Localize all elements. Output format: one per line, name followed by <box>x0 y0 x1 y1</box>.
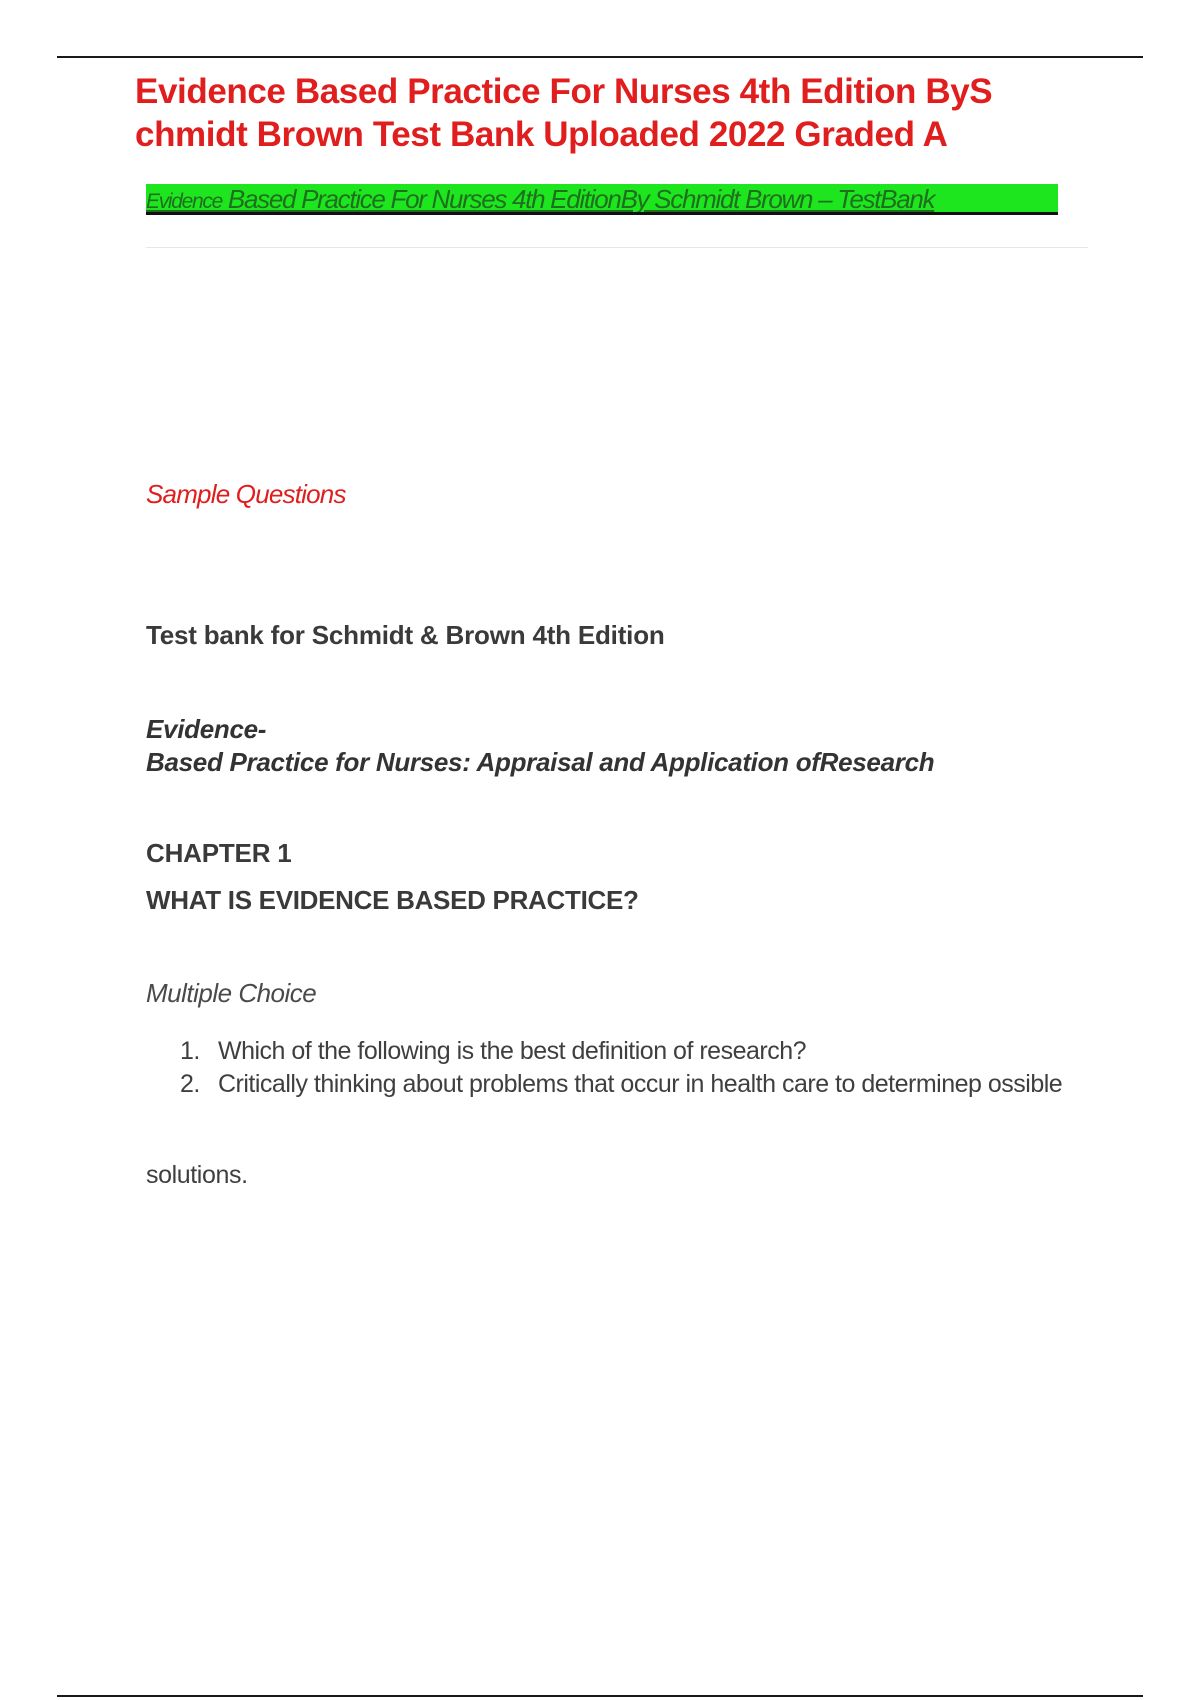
chapter-number: CHAPTER 1 <box>146 838 292 868</box>
question-text: Which of the following is the best definition of research? <box>218 1037 807 1065</box>
chapter-title: WHAT IS EVIDENCE BASED PRACTICE? <box>146 885 639 915</box>
question-list <box>146 1036 1086 1102</box>
test-bank-link[interactable] <box>146 184 1058 215</box>
test-bank-link-prefix: Evidence <box>146 190 222 213</box>
trailing-text: solutions. <box>146 1161 248 1189</box>
document-title-line-1: Evidence Based Practice For Nurses 4th Edition ByS <box>135 72 993 111</box>
list-item <box>146 1036 1086 1067</box>
list-item <box>146 1069 1086 1100</box>
question-text: Critically thinking about problems that occur in health care to determinep ossible <box>218 1070 1063 1098</box>
document-title <box>135 70 1035 156</box>
document-title-line-2: chmidt Brown Test Bank Uploaded 2022 Graded A <box>135 115 948 154</box>
book-title <box>146 713 1086 779</box>
section-divider <box>146 247 1088 248</box>
test-bank-line: Test bank for Schmidt & Brown 4th Edition <box>146 620 665 650</box>
top-rule <box>57 56 1143 58</box>
question-number: 1. <box>180 1037 200 1065</box>
bottom-rule <box>57 1695 1143 1697</box>
multiple-choice-label: Multiple Choice <box>146 978 317 1008</box>
question-number: 2. <box>180 1070 200 1098</box>
test-bank-link-text: Based Practice For Nurses 4th EditionBy Schmidt Brown – TestBank <box>222 184 935 214</box>
book-title-line-1: Evidence- <box>146 714 267 744</box>
sample-questions-heading: Sample Questions <box>146 479 346 509</box>
book-title-line-2: Based Practice for Nurses: Appraisal and Application ofResearch <box>146 747 935 777</box>
